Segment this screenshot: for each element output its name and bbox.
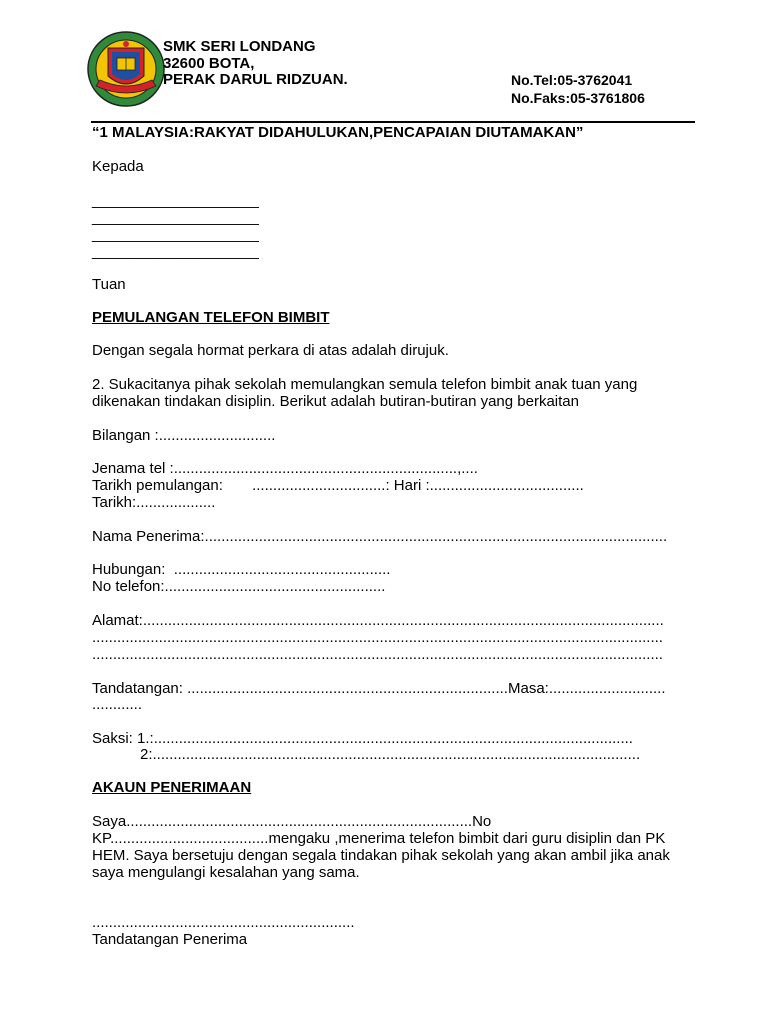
- address-line-2: PERAK DARUL RIDZUAN.: [163, 71, 348, 88]
- signature-line: ...............................................................: [92, 914, 355, 931]
- fax-number: No.Faks:05-3761806: [511, 90, 645, 106]
- telephone-number: No.Tel:05-3762041: [511, 72, 633, 88]
- paragraph-2-line-1: 2. Sukacitanya pihak sekolah memulangkan semula telefon bimbit anak tuan yang: [92, 376, 638, 393]
- field-alamat-1: Alamat:.............................................................................................................................: [92, 612, 664, 629]
- akaun-line-2: KP......................................mengaku ,menerima telefon bimbit dari guru disiplin dan PK: [92, 830, 666, 847]
- field-tarikh: Tarikh:...................: [92, 494, 216, 511]
- field-hubungan: Hubungan: ....................................................: [92, 561, 391, 578]
- field-nama-penerima: Nama Penerima:...............................................................................................................: [92, 528, 668, 545]
- field-bilangan: Bilangan :............................: [92, 427, 276, 444]
- address-line-1: 32600 BOTA,: [163, 55, 255, 72]
- address-blank-line-3: ____________________: [92, 226, 259, 243]
- motto: “1 MALAYSIA:RAKYAT DIDAHULUKAN,PENCAPAIAN DIUTAMAKAN”: [92, 124, 584, 141]
- field-tandatangan-continued: ............: [92, 696, 143, 713]
- address-blank-line-4: ____________________: [92, 243, 259, 260]
- field-alamat-3: .........................................................................................................................................: [92, 646, 663, 663]
- field-tarikh-pemulangan: Tarikh pemulangan: ................................: Hari :.....................................: [92, 477, 584, 494]
- salutation: Tuan: [92, 276, 126, 293]
- school-name: SMK SERI LONDANG: [163, 38, 316, 55]
- signature-label: Tandatangan Penerima: [92, 931, 248, 948]
- akaun-line-1: Saya...................................................................................No: [92, 813, 492, 830]
- field-no-telefon: No telefon:.....................................................: [92, 578, 386, 595]
- akaun-line-4: saya mengulangi kesalahan yang sama.: [92, 864, 360, 881]
- address-blank-line-2: ____________________: [92, 209, 259, 226]
- akaun-heading: AKAUN PENERIMAAN: [92, 779, 252, 796]
- header-divider: [91, 121, 695, 123]
- field-tandatangan: Tandatangan: .............................................................................Masa:............................: [92, 680, 666, 697]
- paragraph-2-line-2: dikenakan tindakan disiplin. Berikut adalah butiran-butiran yang berkaitan: [92, 393, 579, 410]
- field-saksi-2: 2:.....................................................................................................................: [140, 746, 641, 763]
- akaun-line-3: HEM. Saya bersetuju dengan segala tindakan pihak sekolah yang akan ambil jika anak: [92, 847, 670, 864]
- letter-subject: PEMULANGAN TELEFON BIMBIT: [92, 309, 330, 326]
- field-saksi-1: Saksi: 1.:...................................................................................................................: [92, 730, 633, 747]
- school-crest-icon: [86, 30, 166, 108]
- field-jenama: Jenama tel :....................................................................,....: [92, 460, 478, 477]
- recipient-label: Kepada: [92, 158, 144, 175]
- paragraph-1: Dengan segala hormat perkara di atas adalah dirujuk.: [92, 342, 449, 359]
- address-blank-line-1: ____________________: [92, 192, 259, 209]
- field-alamat-2: .........................................................................................................................................: [92, 629, 663, 646]
